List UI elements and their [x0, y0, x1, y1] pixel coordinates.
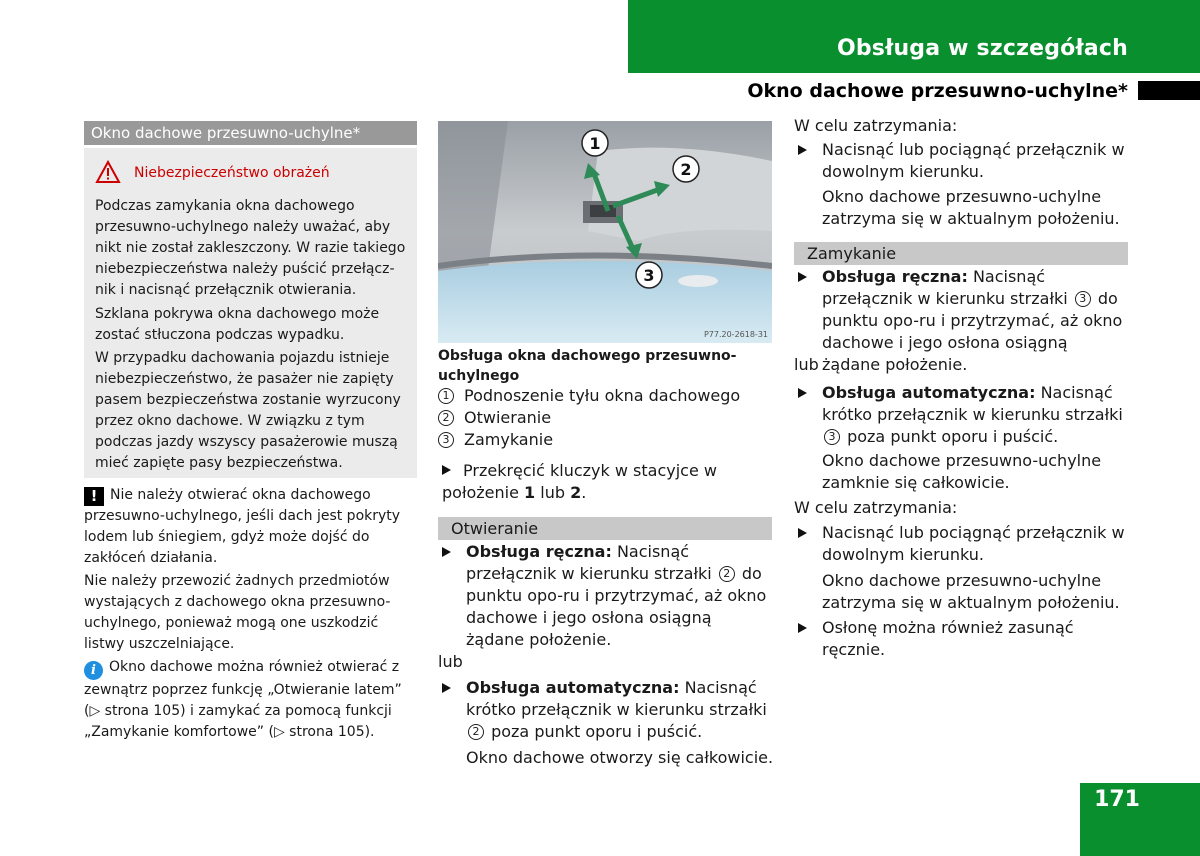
- exclamation-icon: !: [84, 487, 104, 506]
- stop-heading: W celu zatrzymania:: [794, 116, 958, 135]
- shade-step: Osłonę można również zasunąć ręcznie.: [798, 617, 1128, 661]
- open-auto-step: Obsługa automatyczna: Nacisnąć krótko przełącznik w kierunku strzałki 2 poza punkt oporu i puścić.: [442, 677, 772, 743]
- warning-paragraph: W przypadku dachowania pojazdu istnieje niebezpieczeństwo, że pasażer nie zapięty pasem bezpieczeństwa zostanie wyrzucony przez okno dachowe. W związku z tym podczas jazdy wszyscy pasażerowie muszą mieć zapięte pasy bezpieczeństwa.: [95, 350, 401, 471]
- caution-note: ! Nie należy otwierać okna dachowego przesuwno-uchylnego, jeśli dach jest pokryty lodem lub śniegiem, gdyż może dojść do zakłóceń działania.: [84, 487, 401, 566]
- stop-step: Nacisnąć lub pociągnąć przełącznik w dowolnym kierunku.: [798, 522, 1128, 566]
- bullet-arrow-icon: [442, 547, 451, 557]
- bullet-arrow-icon: [442, 465, 451, 475]
- subtitle-bar: [1138, 81, 1200, 100]
- callout-2: 2: [680, 160, 692, 179]
- figure-caption: Obsługa okna dachowego przesuwno-uchylnego: [438, 348, 737, 384]
- bullet-arrow-icon: [798, 528, 807, 538]
- info-icon: i: [84, 661, 103, 680]
- legend-item: 1 Podnoszenie tyłu okna dachowego: [438, 385, 772, 407]
- figure-code: P77.20-2618-31: [703, 330, 768, 339]
- key-step: Przekręcić kluczyk w stacyjce w położenie 1 lub 2.: [442, 461, 717, 502]
- page-number: 171: [1094, 787, 1140, 812]
- close-heading: Zamykanie: [794, 242, 1128, 265]
- stop-result: Okno dachowe przesuwno-uchylne zatrzyma się w aktualnym położeniu.: [822, 571, 1120, 612]
- warning-title: Niebezpieczeństwo obrażeń: [134, 165, 330, 181]
- stop-heading: W celu zatrzymania:: [794, 498, 958, 517]
- column1-heading: Okno dachowe przesuwno-uchylne*: [84, 121, 417, 145]
- sunroof-switch-photo: [438, 121, 772, 343]
- warning-triangle-icon: [95, 160, 121, 184]
- page-subtitle: Okno dachowe przesuwno-uchylne*: [747, 80, 1128, 102]
- open-manual-step: Obsługa ręczna: Nacisnąć przełącznik w kierunku strzałki 2 do punktu opo-ru i przytrzymać, aż okno dachowe i jego osłona osiągną żądane położenie.: [442, 541, 772, 651]
- callout-3: 3: [643, 266, 655, 285]
- close-manual-step: Obsługa ręczna: Nacisnąć przełącznik w kierunku strzałki 3 do punktu opo-ru i przytrzymać, aż okno dachowe i jego osłona osiągną żądane położenie.: [798, 266, 1128, 376]
- open-result: Okno dachowe otworzy się całkowicie.: [466, 748, 774, 767]
- section-title: Obsługa w szczegółach: [836, 36, 1128, 61]
- legend-item: 2 Otwieranie: [438, 407, 772, 429]
- info-note: i Okno dachowe można również otwierać z zewnątrz poprzez funkcję „Otwieranie latem” (▷ strona 105) i zamykać za pomocą funkcji „Zamykanie komfortowe” (▷ strona 105).: [84, 659, 402, 740]
- close-auto-step: Obsługa automatyczna: Nacisnąć krótko przełącznik w kierunku strzałki 3 poza punkt oporu i puścić.: [798, 382, 1128, 448]
- bullet-arrow-icon: [442, 683, 451, 693]
- warning-paragraph: Szklana pokrywa okna dachowego może zostać stłuczona podczas wypadku.: [95, 306, 380, 343]
- warning-paragraph: Podczas zamykania okna dachowego przesuwno-uchylnego należy uważać, aby nikt nie został zakleszczony. W razie takiego niebezpieczeństwa należy puścić przełącz-nik i nacisnąć przełącznik otwierania.: [95, 198, 406, 298]
- legend-item: 3 Zamykanie: [438, 429, 772, 451]
- bullet-arrow-icon: [798, 623, 807, 633]
- open-heading: Otwieranie: [438, 517, 772, 540]
- stop-step: Nacisnąć lub pociągnąć przełącznik w dowolnym kierunku.: [798, 139, 1128, 183]
- or-text: lub: [794, 355, 819, 374]
- bullet-arrow-icon: [798, 145, 807, 155]
- bullet-arrow-icon: [798, 272, 807, 282]
- or-text: lub: [438, 652, 463, 671]
- note-paragraph: Nie należy przewozić żadnych przedmiotów wystających z dachowego okna przesuwno-uchylnego, ponieważ mogą one uszkodzić listwy uszczelniające.: [84, 573, 391, 652]
- stop-result: Okno dachowe przesuwno-uchylne zatrzyma się w aktualnym położeniu.: [822, 187, 1120, 228]
- figure-legend: [438, 385, 772, 451]
- close-result: Okno dachowe przesuwno-uchylne zamknie się całkowicie.: [822, 451, 1102, 492]
- callout-1: 1: [589, 134, 601, 153]
- bullet-arrow-icon: [798, 388, 807, 398]
